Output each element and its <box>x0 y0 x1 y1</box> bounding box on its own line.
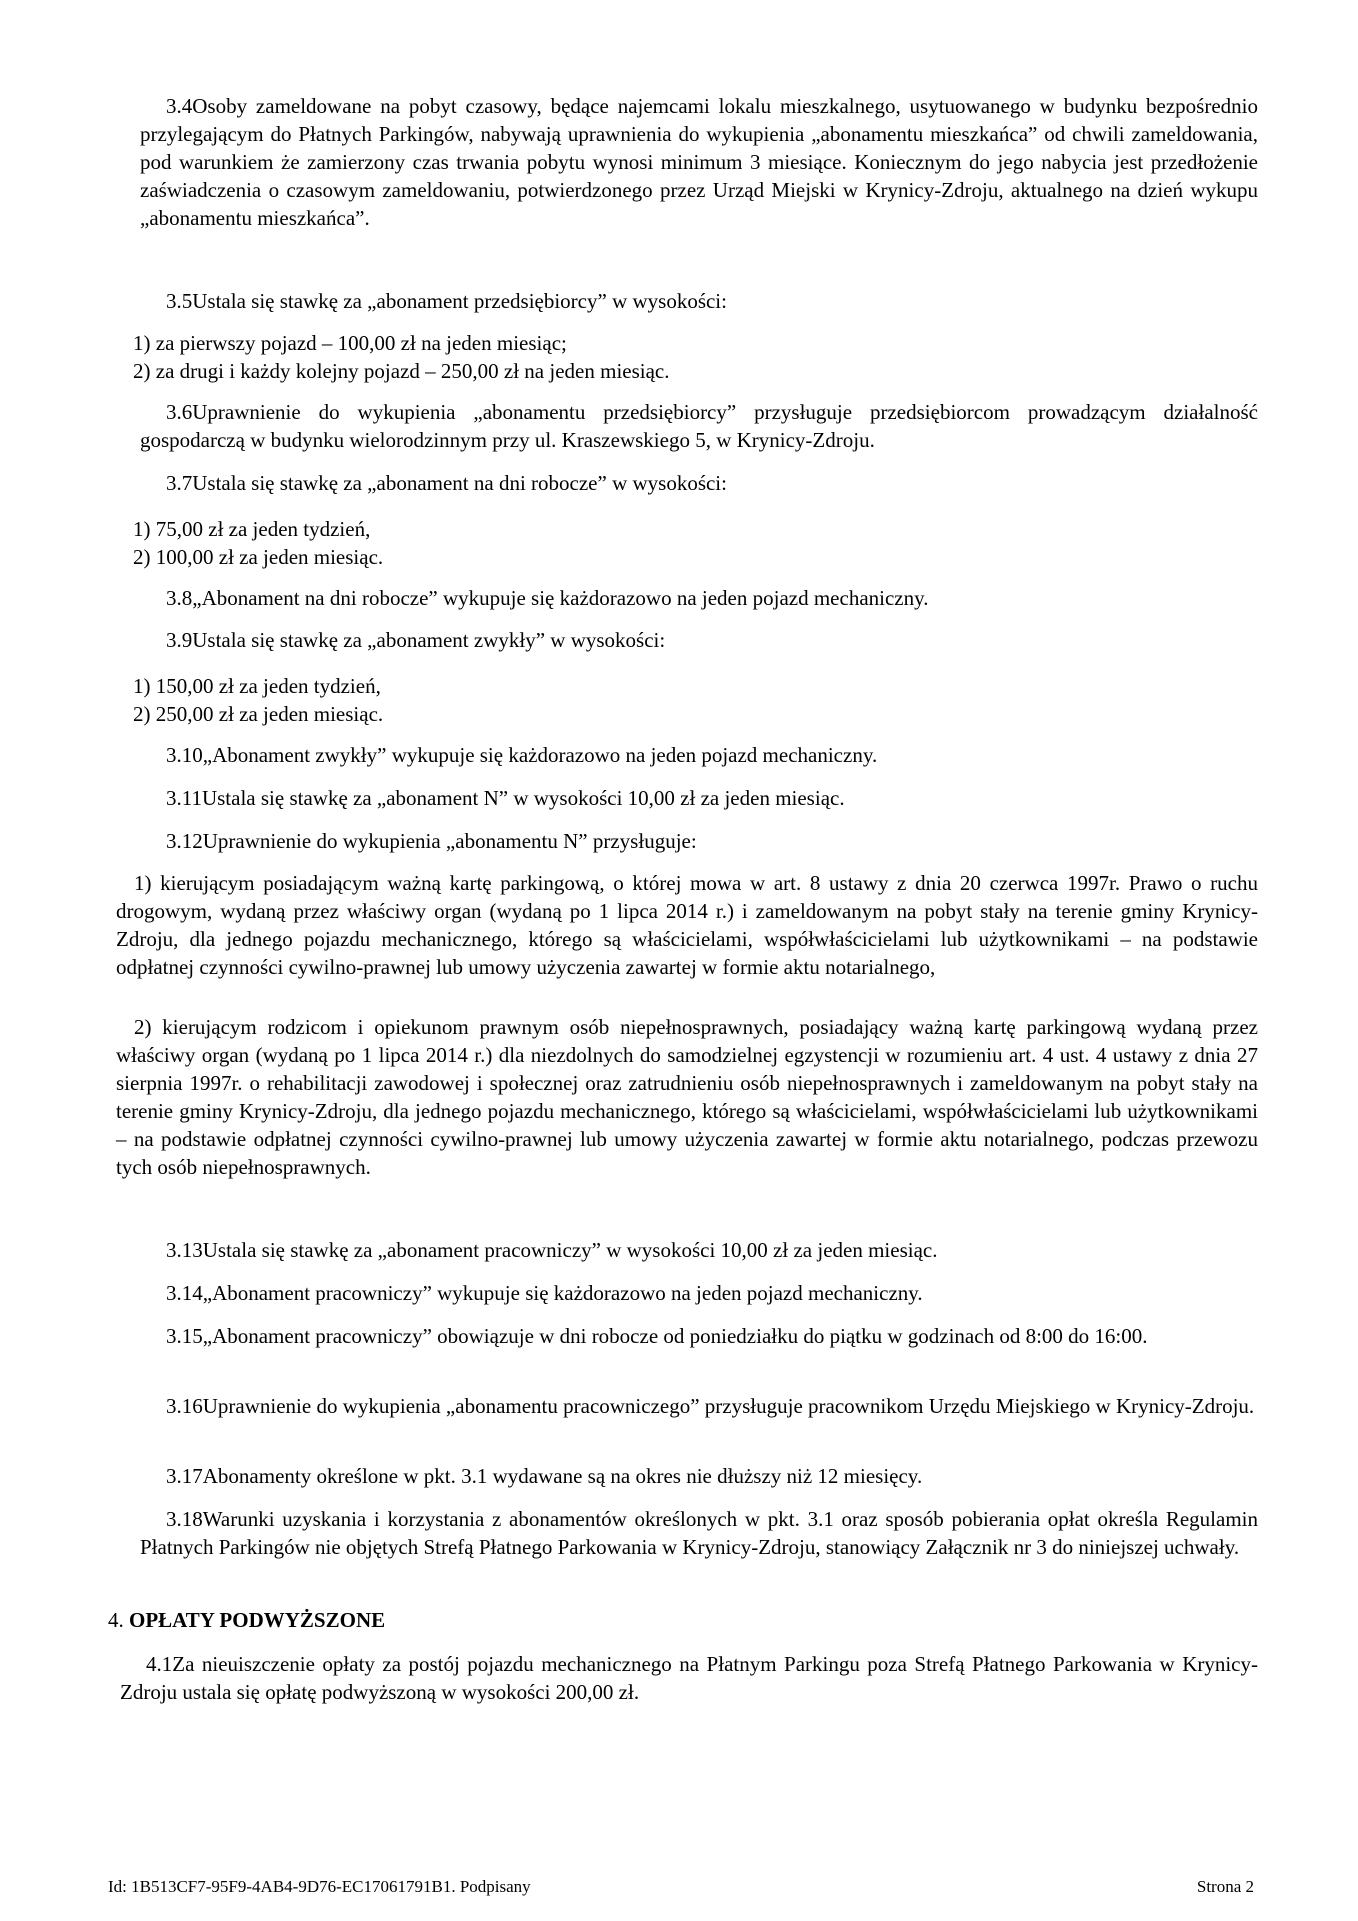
paragraph-3-6: 3.6Uprawnienie do wykupienia „abonamentu przedsiębiorcy” przysługuje przedsiębiorcom prowadzącym działalność gospodarczą w budynku wielorodzinnym przy ul. Kraszewskiego 5, w Krynicy-Zdroju. <box>140 400 1258 452</box>
paragraph-3-9: 3.9Ustala się stawkę za „abonament zwykły” w wysokości: <box>166 628 666 652</box>
paragraph-3-10: 3.10„Abonament zwykły” wykupuje się każdorazowo na jeden pojazd mechaniczny. <box>166 743 878 767</box>
paragraph-3-15: 3.15„Abonament pracowniczy” obowiązuje w dni robocze od poniedziałku do piątku w godzinach od 8:00 do 16:00. <box>166 1324 1148 1348</box>
list-item-3-7-1: 1) 75,00 zł za jeden tydzień, <box>133 517 371 541</box>
list-item-3-12-2: 2) kierującym rodzicom i opiekunom prawnym osób niepełnosprawnych, posiadający ważną kartę parkingową wydaną przez właściwy organ (wydaną po 1 lipca 2014 r.) dla niezdolnych do samodzielnej egzystencji w rozumieniu art. 4 ust. 4 ustawy z dnia 27 sierpnia 1997r. o rehabilitacji zawodowej i społecznej oraz zatrudnieniu osób niepełnosprawnych i zameldowanym na pobyt stały na terenie gminy Krynicy-Zdroju, dla jednego pojazdu mechanicznego, którego są właścicielami, współwłaścicielami lub użytkownikami – na podstawie odpłatnej czynności cywilno-prawnej lub umowy użyczenia zawartej w formie aktu notarialnego, podczas przewozu tych osób niepełnosprawnych. <box>116 1015 1258 1179</box>
section-number: 4. <box>108 1608 124 1632</box>
paragraph-3-12: 3.12Uprawnienie do wykupienia „abonamentu N” przysługuje: <box>166 829 697 853</box>
paragraph-3-5: 3.5Ustala się stawkę za „abonament przedsiębiorcy” w wysokości: <box>166 289 727 313</box>
list-item-3-5-2: 2) za drugi i każdy kolejny pojazd – 250,00 zł na jeden miesiąc. <box>133 359 670 383</box>
list-item-3-9-1: 1) 150,00 zł za jeden tydzień, <box>133 674 381 698</box>
section-heading <box>108 1606 385 1634</box>
paragraph-3-8: 3.8„Abonament na dni robocze” wykupuje się każdorazowo na jeden pojazd mechaniczny. <box>166 586 929 610</box>
paragraph-3-11: 3.11Ustala się stawkę za „abonament N” w wysokości 10,00 zł za jeden miesiąc. <box>166 786 845 810</box>
paragraph-3-18: 3.18Warunki uzyskania i korzystania z abonamentów określonych w pkt. 3.1 oraz sposób pobierania opłat określa Regulamin Płatnych Parkingów nie objętych Strefą Płatnego Parkowania w Krynicy-Zdroju, stanowiący Załącznik nr 3 do niniejszej uchwały. <box>140 1507 1258 1559</box>
page-number: Strona 2 <box>1196 1877 1254 1896</box>
document-id-footer: Id: 1B513CF7-95F9-4AB4-9D76-EC17061791B1. Podpisany <box>108 1877 531 1896</box>
list-item-3-12-1: 1) kierującym posiadającym ważną kartę parkingową, o której mowa w art. 8 ustawy z dnia 20 czerwca 1997r. Prawo o ruchu drogowym, wydaną przez właściwy organ (wydaną po 1 lipca 2014 r.) i zameldowanym na pobyt stały na terenie gminy Krynicy-Zdroju, dla jednego pojazdu mechanicznego, którego są właścicielami, współwłaścicielami lub użytkownikami – na podstawie odpłatnej czynności cywilno-prawnej lub umowy użyczenia zawartej w formie aktu notarialnego, <box>116 871 1258 979</box>
paragraph-3-13: 3.13Ustala się stawkę za „abonament pracowniczy” w wysokości 10,00 zł za jeden miesiąc. <box>166 1238 938 1262</box>
paragraph-3-4: 3.4Osoby zameldowane na pobyt czasowy, będące najemcami lokalu mieszkalnego, usytuowanego w budynku bezpośrednio przylegającym do Płatnych Parkingów, nabywają uprawnienia do wykupienia „abonamentu mieszkańca” od chwili zameldowania, pod warunkiem że zamierzony czas trwania pobytu wynosi minimum 3 miesiące. Koniecznym do jego nabycia jest przedłożenie zaświadczenia o czasowym zameldowaniu, potwierdzonego przez Urząd Miejski w Krynicy-Zdroju, aktualnego na dzień wykupu „abonamentu mieszkańca”. <box>140 94 1258 230</box>
paragraph-4-1: 4.1Za nieuiszczenie opłaty za postój pojazdu mechanicznego na Płatnym Parkingu poza Strefą Płatnego Parkowania w Krynicy-Zdroju ustala się opłatę podwyższoną w wysokości 200,00 zł. <box>120 1652 1258 1704</box>
list-item-3-9-2: 2) 250,00 zł za jeden miesiąc. <box>133 702 384 726</box>
paragraph-3-16: 3.16Uprawnienie do wykupienia „abonamentu pracowniczego” przysługuje pracownikom Urzędu Miejskiego w Krynicy-Zdroju. <box>166 1394 1255 1418</box>
paragraph-3-7: 3.7Ustala się stawkę za „abonament na dni robocze” w wysokości: <box>166 471 727 495</box>
paragraph-3-14: 3.14„Abonament pracowniczy” wykupuje się każdorazowo na jeden pojazd mechaniczny. <box>166 1281 923 1305</box>
paragraph-3-17: 3.17Abonamenty określone w pkt. 3.1 wydawane są na okres nie dłuższy niż 12 miesięcy. <box>166 1464 923 1488</box>
section-title: OPŁATY PODWYŻSZONE <box>129 1608 386 1632</box>
list-item-3-5-1: 1) za pierwszy pojazd – 100,00 zł na jeden miesiąc; <box>133 331 567 355</box>
list-item-3-7-2: 2) 100,00 zł za jeden miesiąc. <box>133 545 384 569</box>
